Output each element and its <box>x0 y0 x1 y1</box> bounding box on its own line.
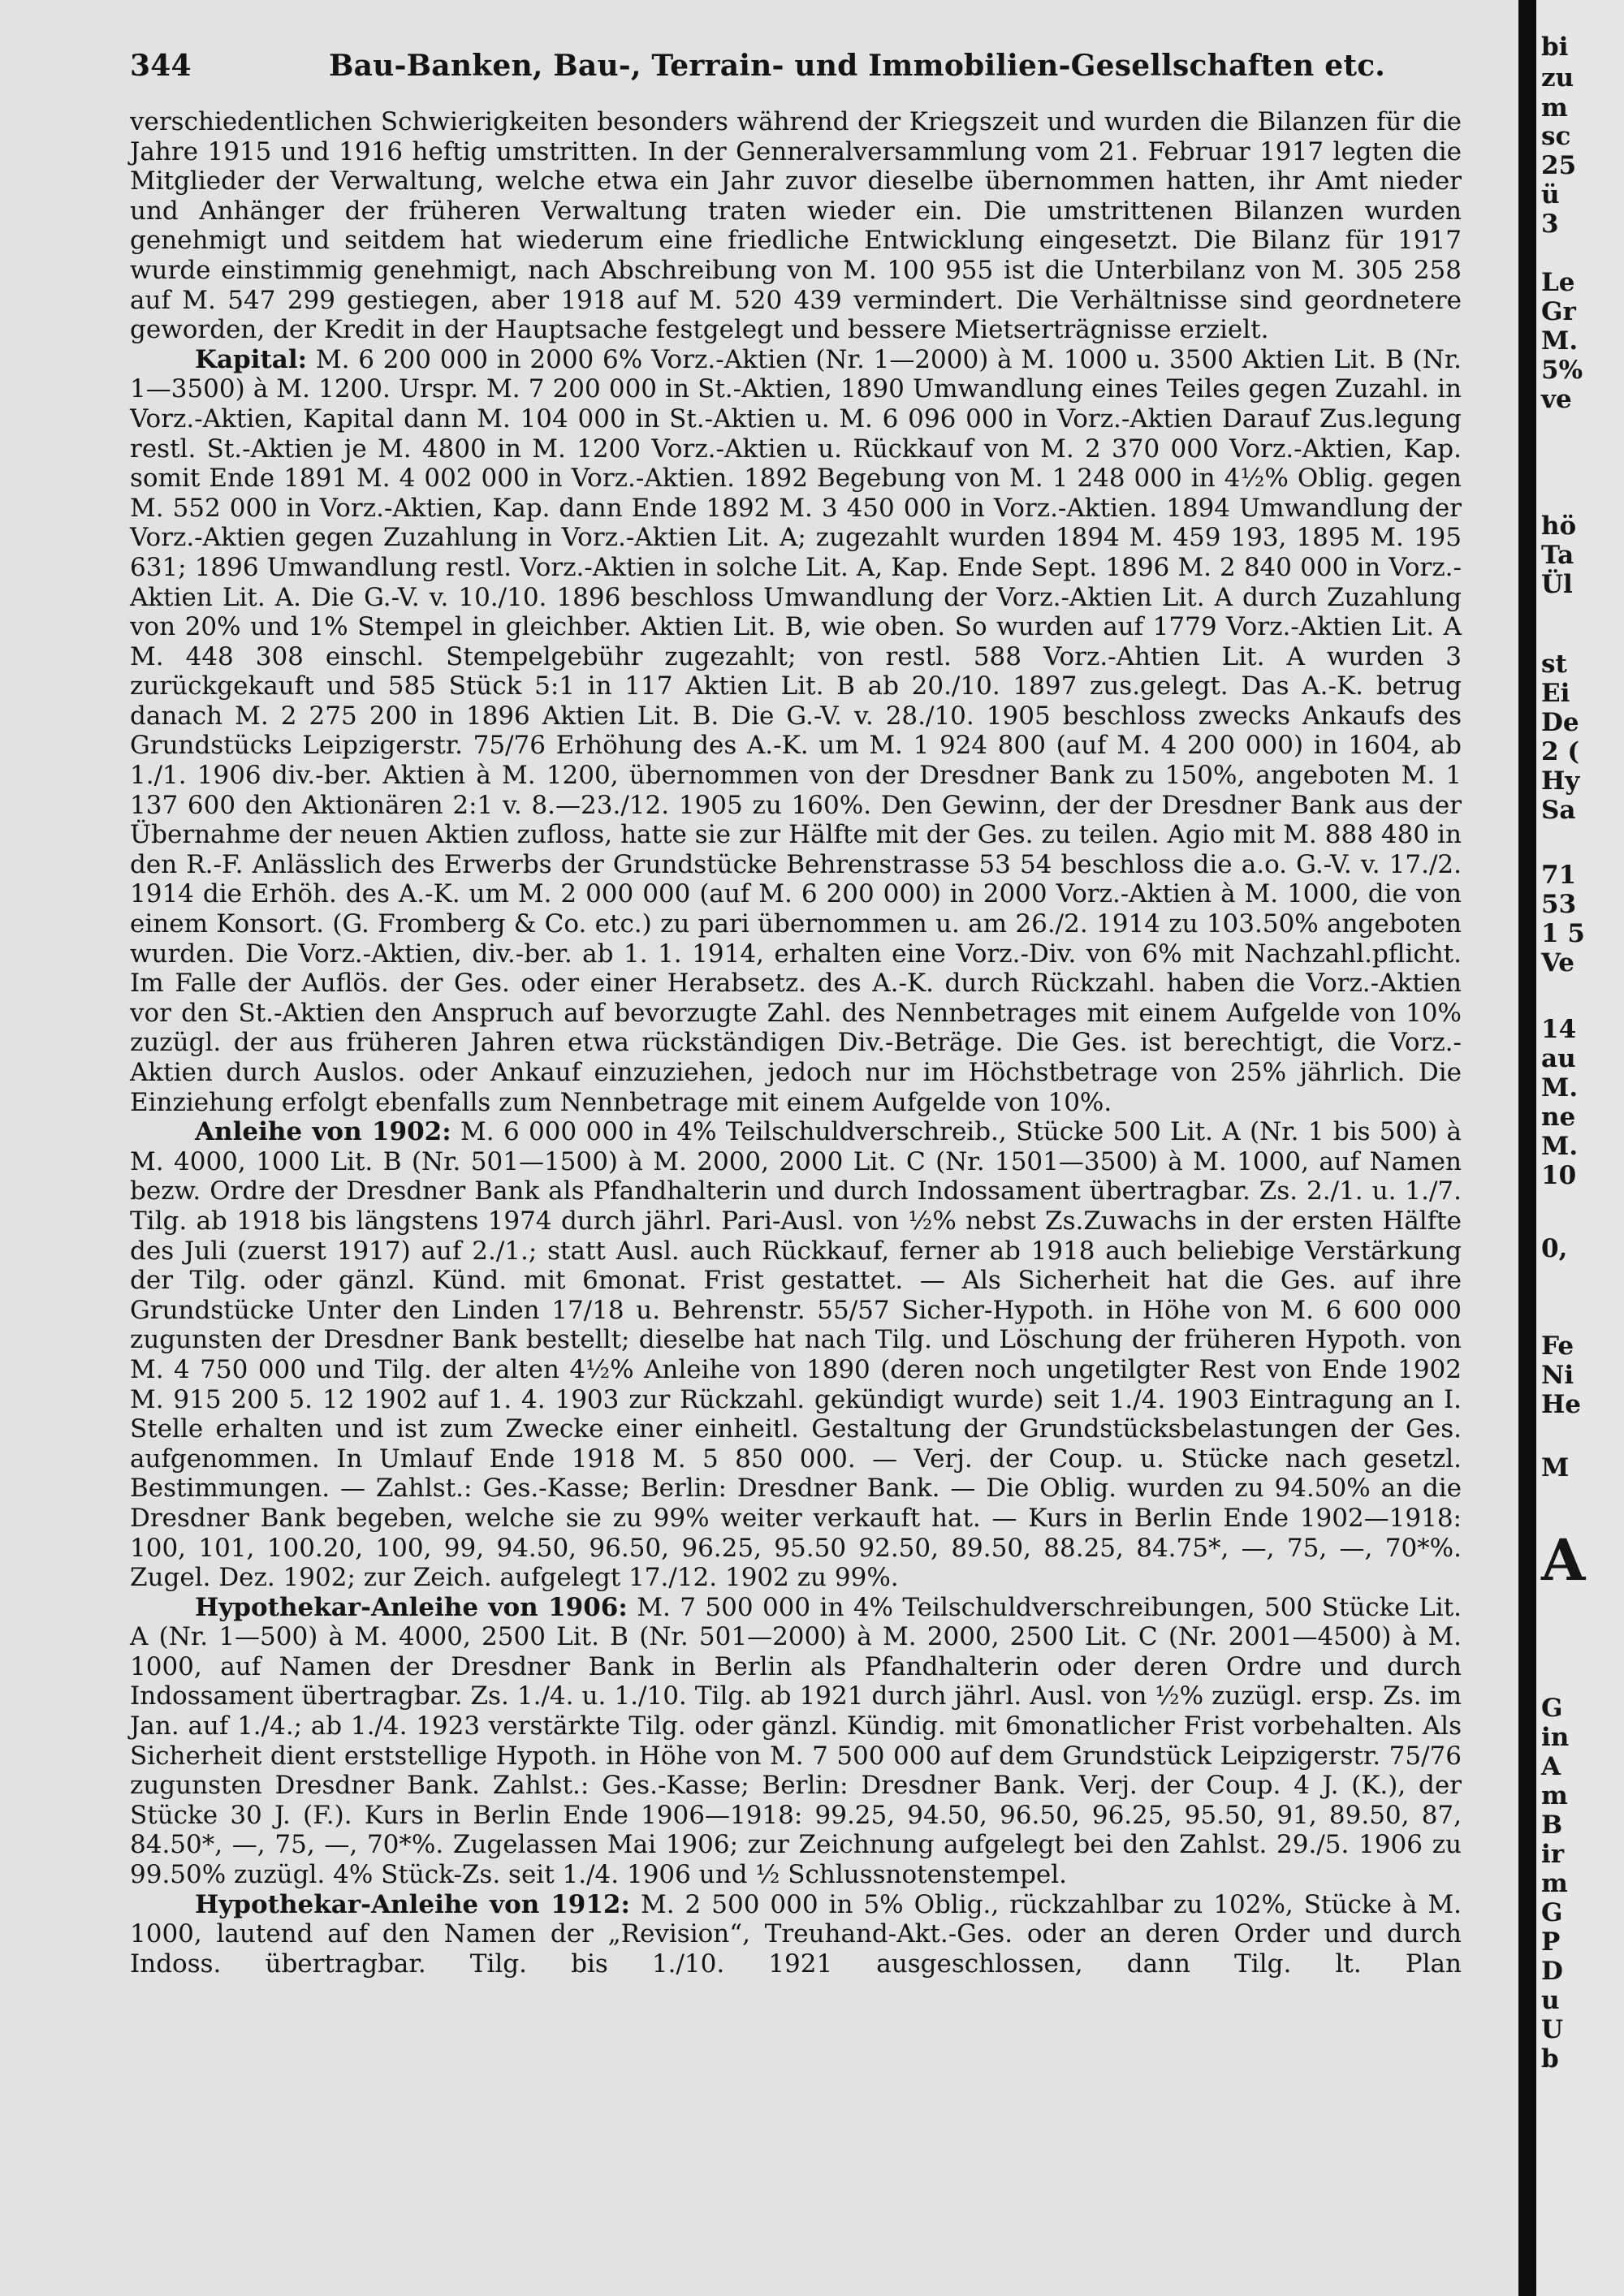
adjacent-fragment: Sa <box>1541 796 1576 825</box>
hypothekar-1912-label: Hypothekar-Anleihe von 1912: <box>195 1889 630 1919</box>
adjacent-fragment: m <box>1541 93 1568 123</box>
adjacent-fragment: 71 <box>1541 861 1577 890</box>
running-title: Bau-Banken, Bau-, Terrain- und Immobilien-Gesellschaften etc. <box>329 49 1386 83</box>
adjacent-fragment: 0, <box>1541 1234 1568 1263</box>
body-text <box>130 107 1462 1979</box>
page-header <box>130 49 1462 83</box>
text-column <box>130 49 1462 1979</box>
adjacent-fragment: 2 ( <box>1541 737 1580 766</box>
adjacent-fragment: bi <box>1541 32 1569 62</box>
adjacent-fragment: sc <box>1541 122 1571 151</box>
hypothekar-1912-text: M. 2 500 000 in 5% Oblig., rückzahlbar zu 102%, Stücke à M. 1000, lautend auf den Namen der „Revision“, Treuhand-Akt.-Ges. oder an deren Order und durch Indoss. übertragbar. Tilg. bis 1./10. 1921 ausgeschlossen, dann Tilg. lt. Plan <box>130 1889 1462 1979</box>
adjacent-fragment: b <box>1541 2044 1559 2074</box>
anleihe-1902-section <box>130 1117 1462 1593</box>
adjacent-fragment: hö <box>1541 511 1577 541</box>
page-number: 344 <box>130 49 192 83</box>
adjacent-fragment: Le <box>1541 268 1575 297</box>
hypothekar-1906-label: Hypothekar-Anleihe von 1906: <box>195 1592 628 1622</box>
adjacent-fragment: U <box>1541 2015 1564 2044</box>
adjacent-fragment: 53 <box>1541 890 1577 919</box>
adjacent-fragment: m <box>1541 1869 1568 1898</box>
adjacent-fragment: B <box>1541 1810 1563 1840</box>
adjacent-fragment: Ta <box>1541 541 1574 570</box>
adjacent-fragment: ü <box>1541 180 1560 209</box>
adjacent-fragment: 25 <box>1541 151 1577 180</box>
adjacent-fragment: 10 <box>1541 1161 1577 1190</box>
adjacent-fragment: P <box>1541 1927 1561 1957</box>
adjacent-fragment: D <box>1541 1957 1563 1986</box>
adjacent-fragment: 1 5 <box>1541 919 1585 948</box>
adjacent-fragment: De <box>1541 708 1579 737</box>
adjacent-fragment: zu <box>1541 63 1574 93</box>
hypothekar-1906-section <box>130 1593 1462 1890</box>
anleihe-1902-text: M. 6 000 000 in 4% Teilschuldverschreib., Stücke 500 Lit. A (Nr. 1 bis 500) à M. 4000, 1000 Lit. B (Nr. 501—1500) à M. 2000, 2000 Lit. C (Nr. 1501—3500) à M. 1000, auf Namen bezw. Ordre der Dresdner Bank als Pfandhalterin und durch Indossament übertragbar. Zs. 2./1. u. 1./7. Tilg. ab 1918 bis längstens 1974 durch jährl. Pari-Ausl. von ½% nebst Zs.Zuwachs in der ersten Hälfte des Juli (zuerst 1917) auf 2./1.; statt Ausl. auch Rückkauf, ferner ab 1918 auch beliebige Verstärkung der Tilg. oder gänzl. Künd. mit 6monat. Frist gestattet. — Als Sicherheit hat die Ges. auf ihre Grundstücke Unter den Linden 17/18 u. Behrenstr. 55/57 Sicher-Hypoth. in Höhe von M. 6 600 000 zugunsten der Dresdner Bank bestellt; dieselbe hat nach Tilg. und Löschung der früheren Hypoth. von M. 4 750 000 und Tilg. der alten 4½% Anleihe von 1890 (deren noch ungetilgter Rest von Ende 1902 M. 915 200 5. 12 1902 auf 1. 4. 1903 zur Rückzahl. gekündigt wurde) seit 1./4. 1903 Eintragung an I. Stelle erhalten und ist zum Zwecke einer einheitl. Gestaltung der Grundstücksbelastungen der Ges. aufgenommen. In Umlauf Ende 1918 M. 5 850 000. — Verj. der Coup. u. Stücke nach gesetzl. Bestimmungen. — Zahlst.: Ges.-Kasse; Berlin: Dresdner Bank. — Die Oblig. wurden zu 94.50% an die Dresdner Bank begeben, welche sie zu 99% weiter verkauft hat. — Kurs in Berlin Ende 1902—1918: 100, 101, 100.20, 100, 99, 94.50, 96.50, 96.25, 95.50 92.50, 89.50, 88.25, 84.75*, —, 75, —, 70*%. Zugel. Dez. 1902; zur Zeich. aufgelegt 17./12. 1902 zu 99%. <box>130 1117 1462 1593</box>
kapital-text: M. 6 200 000 in 2000 6% Vorz.-Aktien (Nr. 1—2000) à M. 1000 u. 3500 Aktien Lit. B (Nr. 1—3500) à M. 1200. Urspr. M. 7 200 000 in St.-Aktien, 1890 Umwandlung eines Teiles gegen Zuzahl. in Vorz.-Aktien, Kapital dann M. 104 000 in St.-Aktien u. M. 6 096 000 in Vorz.-Aktien Darauf Zus.legung restl. St.-Aktien je M. 4800 in M. 1200 Vorz.-Aktien u. Rückkauf von M. 2 370 000 Vorz.-Aktien, Kap. somit Ende 1891 M. 4 002 000 in Vorz.-Aktien. 1892 Begebung von M. 1 248 000 in 4½% Oblig. gegen M. 552 000 in Vorz.-Aktien, Kap. dann Ende 1892 M. 3 450 000 in Vorz.-Aktien. 1894 Umwandlung der Vorz.-Aktien gegen Zuzahlung in Vorz.-Aktien Lit. A; zugezahlt wurden 1894 M. 459 193, 1895 M. 195 631; 1896 Umwandlung restl. Vorz.-Aktien in solche Lit. A, Kap. Ende Sept. 1896 M. 2 840 000 in Vorz.-Aktien Lit. A. Die G.-V. v. 10./10. 1896 beschloss Umwandlung der Vorz.-Aktien Lit. A durch Zuzahlung von 20% und 1% Stempel in gleichber. Aktien Lit. B, wie oben. So wurden auf 1779 Vorz.-Aktien Lit. A M. 448 308 einschl. Stempelgebühr zugezahlt; von restl. 588 Vorz.-Ahtien Lit. A wurden 3 zurückgekauft und 585 Stück 5:1 in 117 Aktien Lit. B ab 20./10. 1897 zus.gelegt. Das A.-K. betrug danach M. 2 275 200 in 1896 Aktien Lit. B. Die G.-V. v. 28./10. 1905 beschloss zwecks Ankaufs des Grundstücks Leipzigerstr. 75/76 Erhöhung des A.-K. um M. 1 924 800 (auf M. 4 200 000) in 1604, ab 1./1. 1906 div.-ber. Aktien à M. 1200, übernommen von der Dresdner Bank zu 150%, angeboten M. 1 137 600 den Aktionären 2:1 v. 8.—23./12. 1905 zu 160%. Den Gewinn, der der Dresdner Bank aus der Übernahme der neuen Aktien zufloss, hatte sie zur Hälfte mit der Ges. zu teilen. Agio mit M. 888 480 in den R.-F. Anlässlich des Erwerbs der Grundstücke Behrenstrasse 53 54 beschloss die a.o. G.-V. v. 17./2. 1914 die Erhöh. des A.-K. um M. 2 000 000 (auf M. 6 200 000) in 2000 Vorz.-Aktien à M. 1000, die von einem Konsort. (G. Fromberg & Co. etc.) zu pari übernommen u. am 26./2. 1914 zu 103.50% angeboten wurden. Die Vorz.-Aktien, div.-ber. ab 1. 1. 1914, erhalten eine Vorz.-Div. von 6% mit Nachzahl.pflicht. Im Falle der Auflös. der Ges. oder einer Herabsetz. des A.-K. durch Rückzahl. haben die Vorz.-Aktien vor den St.-Aktien den Anspruch auf bevorzugte Zahl. des Nennbetrages mit einem Aufgelde von 10% zuzügl. der aus früheren Jahren etwa rückständigen Div.-Beträge. Die Ges. ist berechtigt, die Vorz.-Aktien durch Auslos. oder Ankauf einzuziehen, jedoch nur im Höchstbetrage von 25% jährlich. Die Einziehung erfolgt ebenfalls zum Nennbetrage mit einem Aufgelde von 10%. <box>130 344 1462 1117</box>
kapital-section <box>130 345 1462 1117</box>
intro-paragraph: verschiedentlichen Schwierigkeiten besonders während der Kriegszeit und wurden die Bilanzen für die Jahre 1915 und 1916 heftig umstritten. In der Genneralversammlung vom 21. Februar 1917 legten die Mitglieder der Verwaltung, welche etwa ein Jahr zuvor dieselbe übernommen hatten, ihr Amt nieder und Anhänger der früheren Verwaltung traten wieder ein. Die umstrittenen Bilanzen wurden genehmigt und seitdem hat wiederum eine friedliche Entwicklung eingesetzt. Die Bilanz für 1917 wurde einstimmig genehmigt, nach Abschreibung von M. 100 955 ist die Unterbilanz von M. 305 258 auf M. 547 299 gestiegen, aber 1918 auf M. 520 439 vermindert. Die Verhältnisse sind geordnetere geworden, der Kredit in der Hauptsache festgelegt und bessere Mietserträgnisse erzielt. <box>130 107 1462 345</box>
adjacent-fragment: m <box>1541 1781 1568 1810</box>
adjacent-fragment: in <box>1541 1723 1570 1752</box>
adjacent-fragment: G <box>1541 1898 1563 1927</box>
book-gutter <box>1518 0 1536 2296</box>
hypothekar-1906-text: M. 7 500 000 in 4% Teilschuldverschreibungen, 500 Stücke Lit. A (Nr. 1—500) à M. 4000, 2500 Lit. B (Nr. 501—2000) à M. 2000, 2500 Lit. C (Nr. 2001—4500) à M. 1000, auf Namen der Dresdner Bank in Berlin als Pfandhalterin oder deren Ordre und durch Indossament übertragbar. Zs. 1./4. u. 1./10. Tilg. ab 1921 durch jährl. Ausl. von ½% zuzügl. ersp. Zs. im Jan. auf 1./4.; ab 1./4. 1923 verstärkte Tilg. oder gänzl. Kündig. mit 6monatlicher Frist vorbehalten. Als Sicherheit dient erststellige Hypoth. in Höhe von M. 7 500 000 auf dem Grundstück Leipzigerstr. 75/76 zugunsten Dresdner Bank. Zahlst.: Ges.-Kasse; Berlin: Dresdner Bank. Verj. der Coup. 4 J. (K.), der Stücke 30 J. (F.). Kurs in Berlin Ende 1906—1918: 99.25, 94.50, 96.50, 96.25, 95.50, 91, 89.50, 87, 84.50*, —, 75, —, 70*%. Zugelassen Mai 1906; zur Zeichnung aufgelegt bei den Zahlst. 29./5. 1906 zu 99.50% zuzügl. 4% Stück-Zs. seit 1./4. 1906 und ½ Schlussnotenstempel. <box>130 1592 1462 1890</box>
adjacent-fragment: 14 <box>1541 1015 1577 1044</box>
adjacent-fragment: M. <box>1541 326 1579 356</box>
adjacent-fragment: ne <box>1541 1103 1576 1132</box>
adjacent-fragment: u <box>1541 1986 1560 2015</box>
adjacent-fragment: 5% <box>1541 356 1583 385</box>
hypothekar-1912-section <box>130 1890 1462 1979</box>
adjacent-fragment: st <box>1541 650 1567 679</box>
adjacent-fragment: Ve <box>1541 948 1574 978</box>
adjacent-fragment: Fe <box>1541 1331 1574 1361</box>
adjacent-fragment: Gr <box>1541 297 1576 326</box>
adjacent-fragment: Ei <box>1541 679 1570 708</box>
anleihe-1902-label: Anleihe von 1902: <box>195 1117 451 1147</box>
kapital-label: Kapital: <box>195 344 308 374</box>
adjacent-fragment: A <box>1541 1752 1561 1781</box>
adjacent-fragment: M. <box>1541 1132 1579 1161</box>
adjacent-fragment: M. <box>1541 1073 1579 1103</box>
adjacent-fragment: Hy <box>1541 766 1580 796</box>
adjacent-fragment: G <box>1541 1694 1563 1723</box>
adjacent-fragment: Ni <box>1541 1361 1574 1390</box>
adjacent-fragment: ir <box>1541 1840 1565 1869</box>
adjacent-fragment: Ül <box>1541 570 1573 599</box>
adjacent-fragment: A <box>1541 1526 1586 1594</box>
adjacent-page-strip <box>1536 0 1624 2296</box>
adjacent-fragment: 3 <box>1541 209 1559 239</box>
adjacent-fragment: He <box>1541 1390 1582 1419</box>
adjacent-fragment: ve <box>1541 385 1572 414</box>
adjacent-fragment: M <box>1541 1453 1570 1482</box>
adjacent-fragment: au <box>1541 1044 1576 1073</box>
